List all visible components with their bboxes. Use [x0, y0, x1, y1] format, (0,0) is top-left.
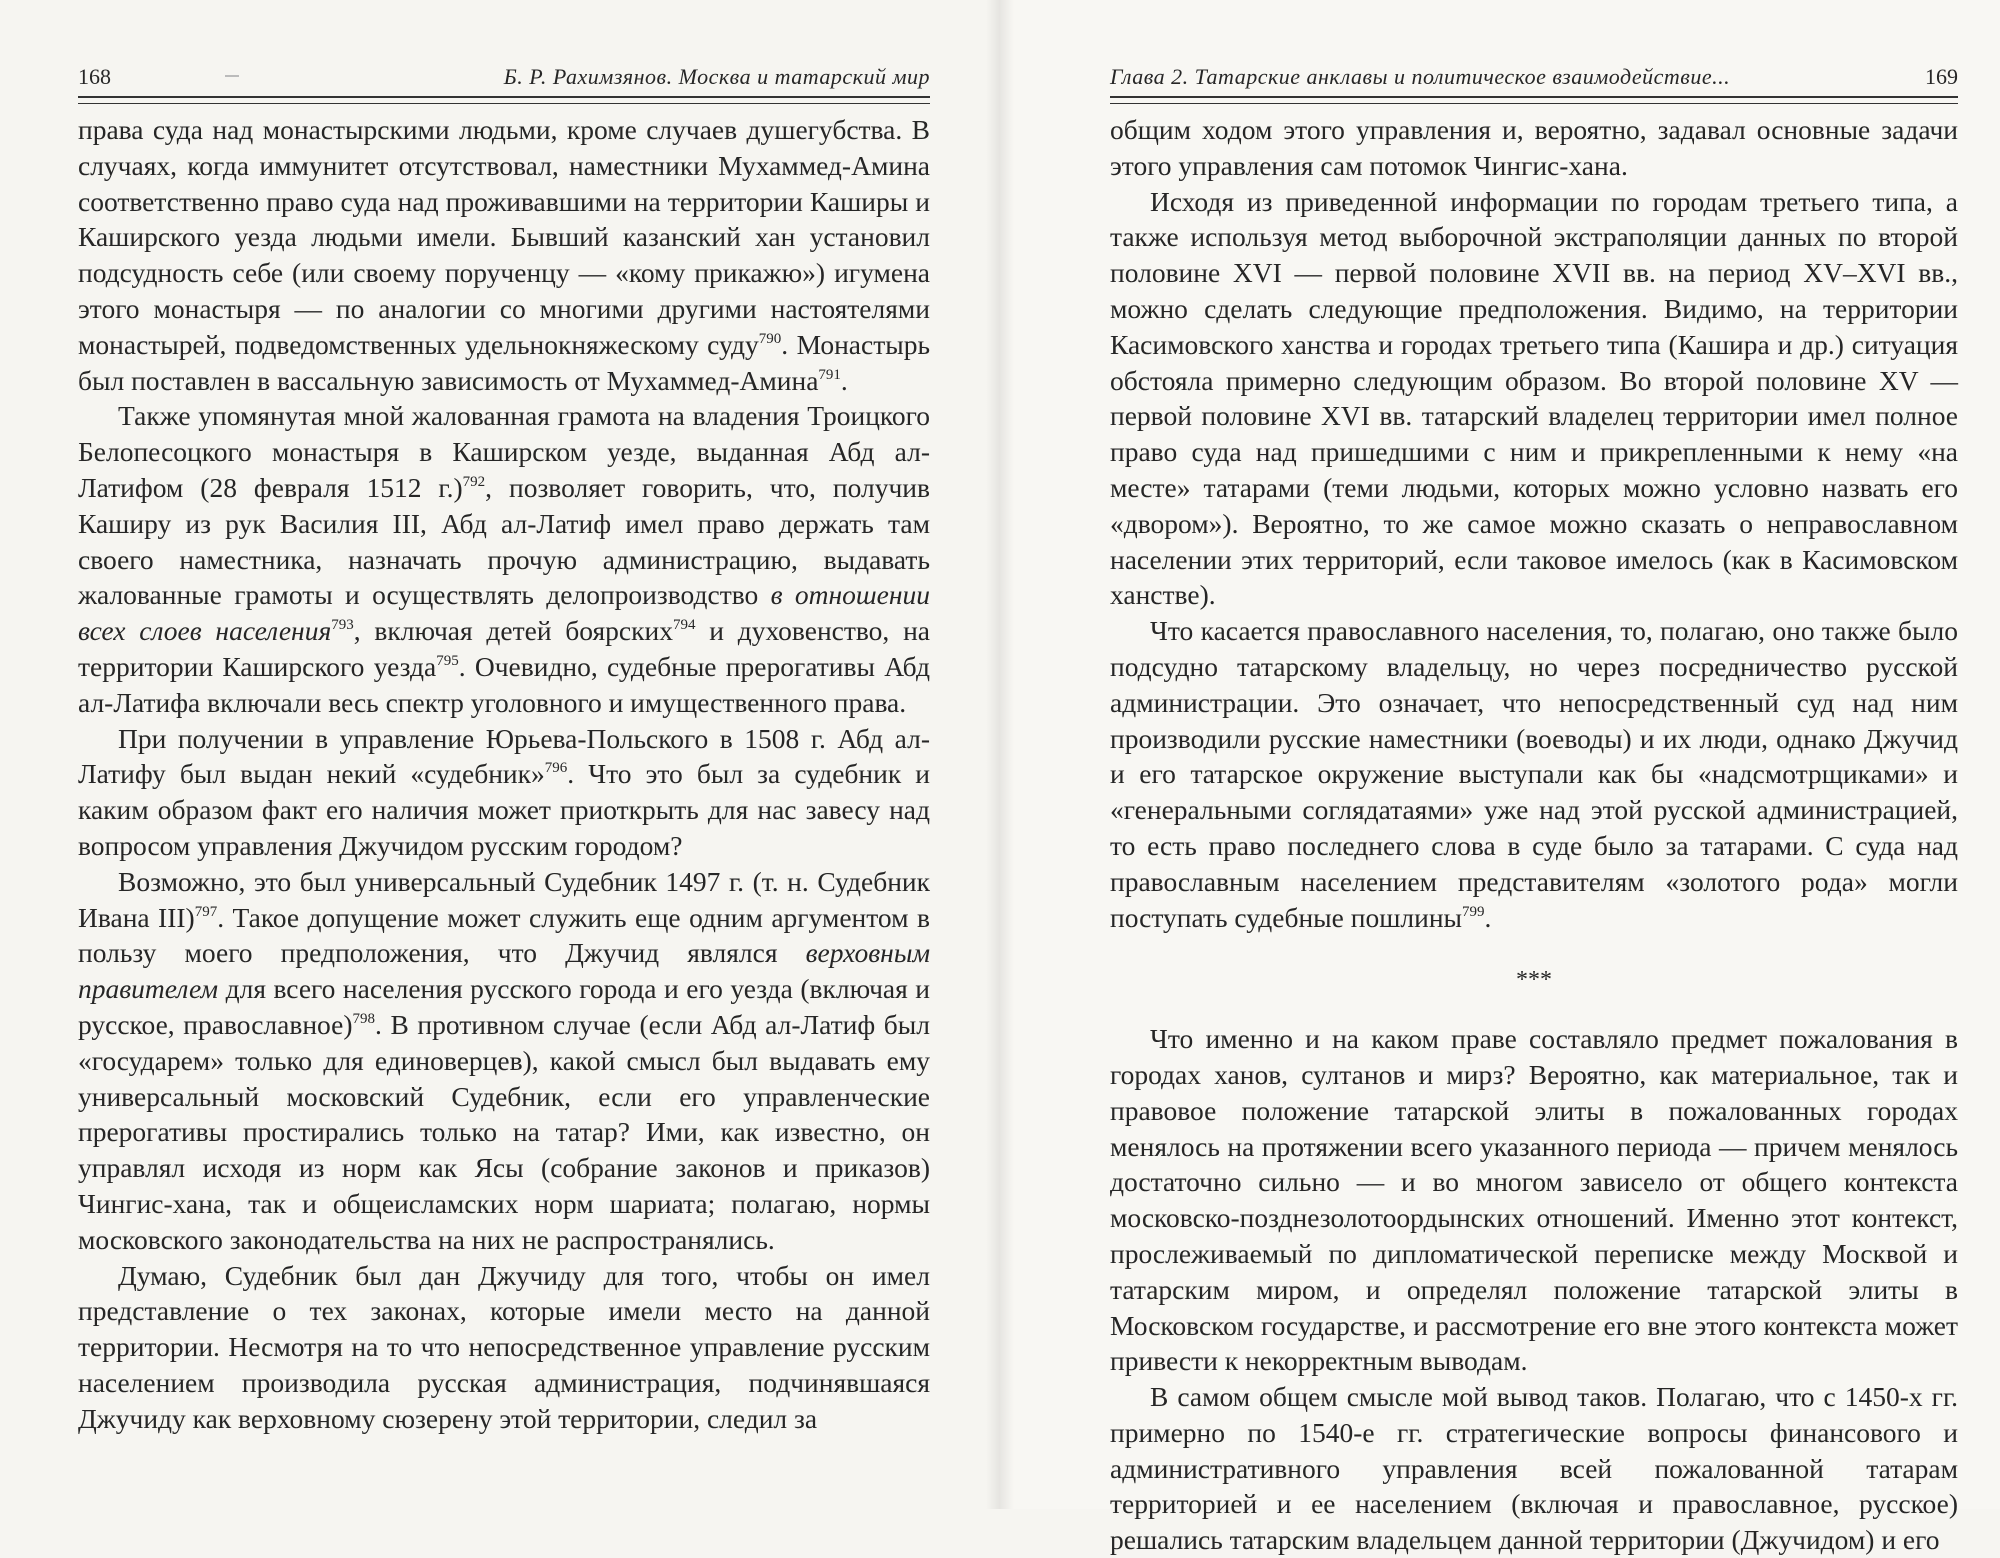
text-run: . Что это был за судебник и каким образом факт его наличия может приоткрыть для нас завесу над вопросом управления Джучидом русским городом? [78, 758, 930, 861]
paragraph [1110, 1379, 1958, 1558]
footnote-ref: 790 [758, 330, 782, 347]
page-number: 168 [78, 64, 111, 89]
text-run: Что касается православного населения, то, полагаю, оно также было подсудно татарскому владельцу, но через посредничество русской администрации. Это означает, что непосредственный суд над ним производили русские наместники (воеводы) и их люди, однако Джучид и его татарское окружение выступали как бы «надсмотрщиками» и «генеральными соглядатаями» уже над этой русской администрацией, то есть право последнего слова в суде было за татарами. С суда над православным населением представителям «золотого рода» могли поступать судебные пошлины [1110, 615, 1958, 933]
text-run: В самом общем смысле мой вывод таков. Полагаю, что с 1450-х гг. примерно по 1540-е гг. стратегические вопросы финансового и административного управления всей пожалованной татарам территорией и ее населением (включая и православное, русское) решались татарским владельцем данной территории (Джучидом) и его [1110, 1381, 1958, 1556]
left-page-body [78, 112, 930, 1436]
footnote-ref: 796 [544, 760, 568, 777]
footnote-ref: 795 [436, 652, 459, 669]
footnote-ref: 798 [352, 1010, 375, 1027]
text-run: . В противном случае (если Абд ал-Латиф был «государем» только для единоверцев), какой смысл был выдавать ему универсальный московский Судебник, если его управленческие прерогативы простирались только на татар? Ими, как известно, он управлял исходя из норм как Ясы (собрание законов и приказов) Чингис-хана, так и общеисламских норм шариата; полагаю, нормы московского законодательства на них не распространялись. [78, 1008, 930, 1255]
footnote-ref: 793 [331, 617, 354, 634]
text-run: и духовенство, на территории Каширского уезда [78, 615, 930, 682]
left-page-header [78, 64, 930, 100]
paragraph [78, 112, 930, 398]
running-head: Б. Р. Рахимзянов. Москва и татарский мир [503, 64, 930, 89]
paragraph [1110, 613, 1958, 935]
print-speck [225, 75, 239, 77]
text-run: . Монастырь был поставлен в вассальную зависимость от Мухаммед-Амина [78, 328, 930, 396]
text-run: Что именно и на каком праве составляло предмет пожалования в городах ханов, султанов и мирз? Вероятно, как материальное, так и правовое положение татарской элиты в пожалованных городах менялось на протяжении всего указанного периода — причем менялось достаточно сильно — и во многом зависело от общего контекста московско-позднезолотоордынских отношений. Именно этот контекст, прослеживаемый по дипломатической переписке между Москвой и татарским миром, и определял положение татарской элиты в Московском государстве, и рассмотрение его вне этого контекста может привести к некорректным выводам. [1110, 1023, 1958, 1377]
text-run: . Очевидно, судебные прерогативы Абд ал-Латифа включали весь спектр уголовного и имущественного права. [78, 650, 930, 718]
emphasis: в отношении всех слоев населения [78, 579, 930, 647]
paragraph [78, 721, 930, 864]
right-page [1000, 0, 2000, 1556]
text-run: общим ходом этого управления и, вероятно, задавал основные задачи этого управления сам потомок Чингис-хана. [1110, 114, 1958, 181]
paragraph [78, 864, 930, 1258]
text-run: . Такое допущение может служить еще одним аргументом в пользу моего предположения, что Джучид являлся [78, 901, 930, 969]
text-run: Возможно, это был универсальный Судебник 1497 г. (т. н. Судебник Ивана III) [78, 865, 930, 933]
footnote-ref: 797 [194, 903, 218, 920]
footnote-ref: 792 [462, 473, 486, 490]
header-rule [78, 96, 930, 104]
text-run: Также упомянутая мной жалованная грамота на владения Троицкого Белопесоцкого монастыря в Каширском уезде, выданная Абд ал-Латифом (28 февраля 1512 г.) [78, 400, 930, 503]
page-number: 169 [1925, 64, 1958, 89]
right-page-body [1110, 112, 1958, 1558]
text-run: Думаю, Судебник был дан Джучиду для того, чтобы он имел представление о тех законах, которые имели место на данной территории. Несмотря на то что непосредственное управление русским населением производила русская администрация, подчинявшаяся Джучиду как верховному сюзерену этой территории, следил за [78, 1259, 930, 1434]
text-run: При получении в управление Юрьева-Польского в 1508 г. Абд ал-Латифу был выдан некий «судебник» [78, 722, 930, 790]
text-run: для всего населения русского города и его уезда (включая и русское, православное) [78, 973, 930, 1040]
emphasis: верховным правителем [78, 937, 930, 1005]
footnote-ref: 794 [672, 617, 696, 634]
text-run: , включая детей боярских [353, 615, 673, 647]
text-run: . [1484, 901, 1492, 933]
running-head: Глава 2. Татарские анклавы и политическое взаимодействие... [1110, 64, 1731, 89]
text-run: . [840, 364, 848, 396]
paragraph [1110, 184, 1958, 614]
footnote-ref: 799 [1462, 903, 1485, 920]
paragraph [78, 1258, 930, 1437]
right-page-header [1110, 64, 1958, 100]
section-separator [1110, 963, 1958, 999]
text-run: права суда над монастырскими людьми, кроме случаев душегубства. В случаях, когда иммунитет отсутствовал, наместники Мухаммед-Амина соответственно право суда над проживавшими на территории Каширы и Каширского уезда людьми имели. Бывший казанский хан установил подсудность себе (или своему порученцу — «кому прикажю») игумена этого монастыря — по аналогии со многими другими настоятелями монастырей, подведомственных удельнокняжескому суду [78, 114, 930, 360]
left-page [0, 0, 1000, 1509]
text-run: Исходя из приведенной информации по городам третьего типа, а также используя метод выборочной экстраполяции данных по второй половине XVI — первой половине XVII вв. на период XV–XVI вв., можно сделать следующие предположения. Видимо, на территории Касимовского ханства и городах третьего типа (Кашира и др.) ситуация обстояла примерно следующим образом. Во второй половине XV — первой половине XVI вв. татарский владелец территории имел полное право суда над пришедшими с ним и прикрепленными к нему «на месте» татарами (теми людьми, которых можно условно назвать его «двором»). Вероятно, то же самое можно сказать о неправославном населении этих территорий, если таковое имелось (как в Касимовском ханстве). [1110, 185, 1958, 611]
book-gutter-shadow [986, 0, 1014, 1509]
paragraph [1110, 1021, 1958, 1379]
paragraph [78, 398, 930, 720]
paragraph [1110, 112, 1958, 184]
text-run: , позволяет говорить, что, получив Каширу из рук Василия III, Абд ал-Латиф имел право держать там своего наместника, назначать прочую администрацию, выдавать жалованные грамоты и осуществлять делопроизводство [78, 471, 930, 611]
footnote-ref: 791 [818, 366, 841, 383]
header-rule [1110, 96, 1958, 104]
text-run: *** [1516, 967, 1552, 994]
